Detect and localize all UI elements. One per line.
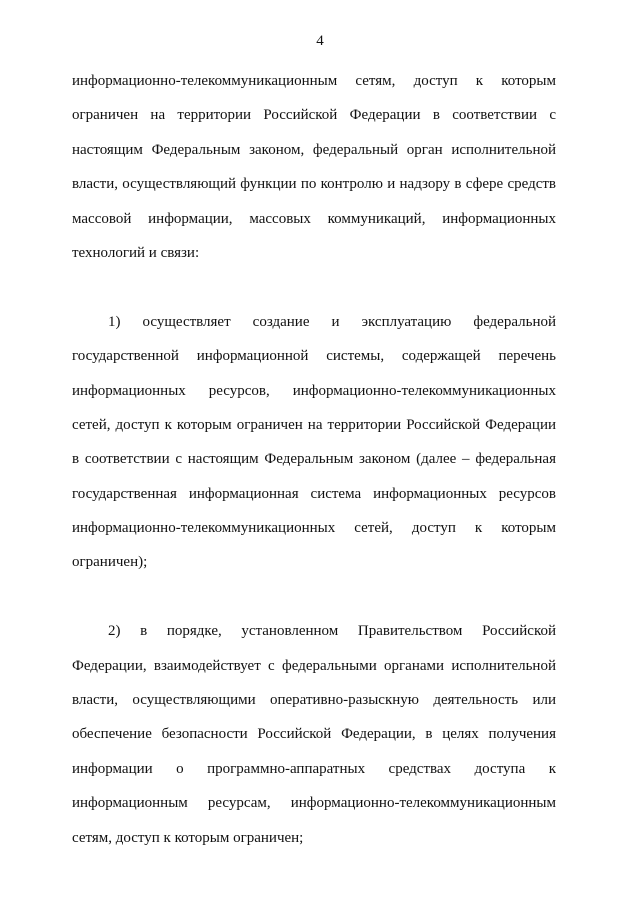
text-line: ограничен); bbox=[72, 554, 148, 571]
text-line: сетям, доступ к которым ограничен; bbox=[72, 829, 304, 846]
text-line: 2) в порядке, установленном Правительством Российской bbox=[108, 623, 556, 640]
document-body bbox=[72, 64, 556, 855]
paragraph-item-2 bbox=[72, 614, 556, 855]
text-line: обеспечение безопасности Российской Федерации, в целях получения bbox=[72, 726, 556, 743]
paragraph-gap bbox=[72, 270, 556, 304]
text-line: власти, осуществляющими оперативно-разыскную деятельность или bbox=[72, 692, 556, 709]
text-line: информационно-телекоммуникационных сетей, доступ к которым bbox=[72, 520, 556, 537]
text-line: сетей, доступ к которым ограничен на территории Российской Федерации bbox=[72, 416, 556, 433]
text-line: информационным ресурсам, информационно-телекоммуникационным bbox=[72, 795, 556, 812]
text-line: информационно-телекоммуникационным сетям, доступ к которым bbox=[72, 73, 556, 89]
paragraph-item-1 bbox=[72, 305, 556, 580]
text-line: массовой информации, массовых коммуникаций, информационных bbox=[72, 210, 556, 227]
paragraph-intro bbox=[72, 64, 556, 270]
text-line: ограничен на территории Российской Федерации в соответствии с bbox=[72, 107, 556, 124]
text-line: 1) осуществляет создание и эксплуатацию федеральной bbox=[108, 313, 556, 330]
text-line: государственной информационной системы, содержащей перечень bbox=[72, 348, 556, 365]
text-line: информационных ресурсов, информационно-телекоммуникационных bbox=[72, 382, 556, 399]
text-line: власти, осуществляющий функции по контролю и надзору в сфере средств bbox=[72, 176, 556, 193]
text-line: информации о программно-аппаратных средствах доступа к bbox=[72, 760, 556, 777]
text-line: государственная информационная система информационных ресурсов bbox=[72, 485, 556, 502]
text-line: Федерации, взаимодействует с федеральными органами исполнительной bbox=[72, 657, 556, 674]
page-number: 4 bbox=[316, 33, 324, 49]
text-line: настоящим Федеральным законом, федеральный орган исполнительной bbox=[72, 141, 556, 158]
text-line: технологий и связи: bbox=[72, 244, 200, 261]
paragraph-gap bbox=[72, 580, 556, 614]
text-line: в соответствии с настоящим Федеральным законом (далее – федеральная bbox=[72, 451, 556, 468]
